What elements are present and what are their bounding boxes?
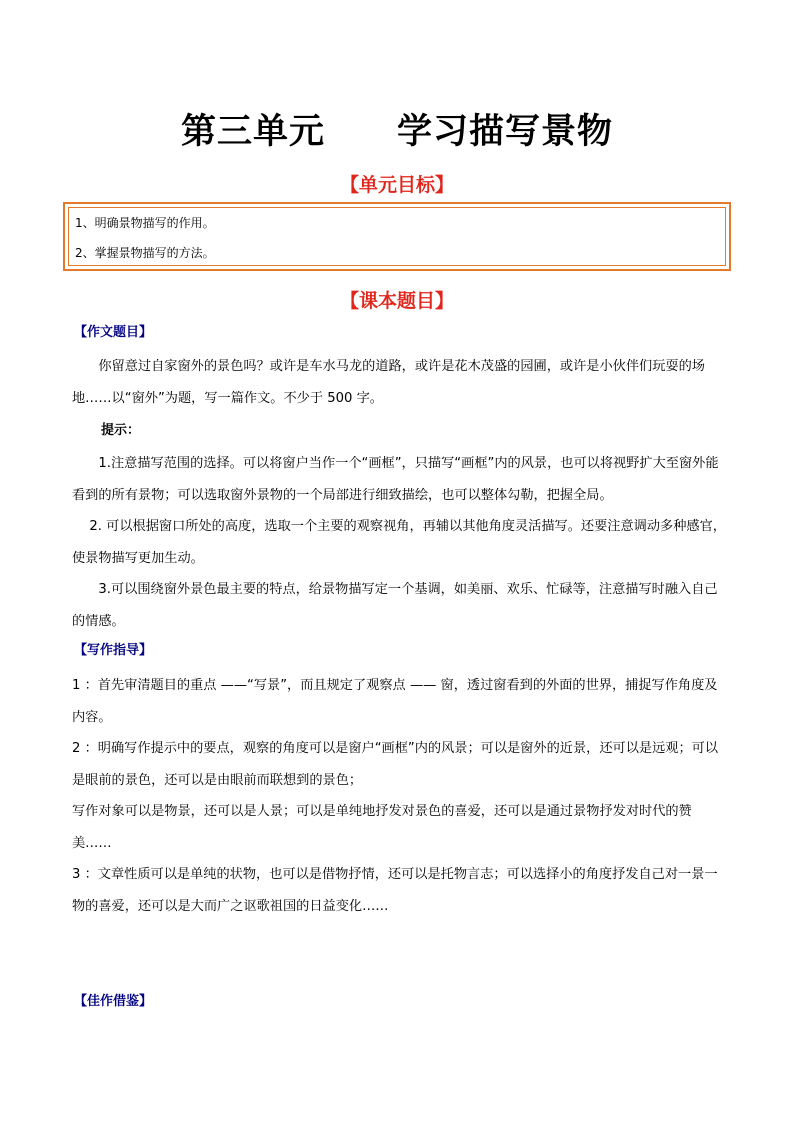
unit-goal-item: 2、掌握景物描写的方法。 [75, 246, 215, 260]
guide-heading: 【写作指导】 [74, 643, 153, 658]
hint-item-2: 2. 可以根据窗口所处的高度，选取一个主要的观察视角，再辅以其他角度灵活描写。还要注意调动多种感官，使景物描写更加生动。 [72, 519, 726, 566]
guide-item-2-continued: 写作对象可以是物景，还可以是人景；可以是单纯地抒发对景色的喜爱，还可以是通过景物抒发对时代的赞美…… [72, 804, 692, 851]
guide-item-2: 2 ：明确写作提示中的要点，观察的角度可以是窗户“画框”内的风景；可以是窗外的近景，还可以是远观；可以是眼前的景色，还可以是由眼前而联想到的景色； [72, 741, 719, 788]
unit-goal-box [63, 202, 731, 271]
guide-item-1: 1 ：首先审清题目的重点 ——“写景”，而且规定了观察点 —— 窗，透过窗看到的外面的世界，捕捉写作角度及内容。 [72, 678, 718, 725]
guide-item-3: 3 ：文章性质可以是单纯的状物，也可以是借物抒情，还可以是托物言志；可以选择小的角度抒发自己对一景一物的喜爱，还可以是大而广之讴歌祖国的日益变化…… [72, 867, 718, 914]
composition-prompt: 你留意过自家窗外的景色吗？或许是车水马龙的道路，或许是花木茂盛的园圃，或许是小伙伴们玩耍的场地……以“窗外”为题，写一篇作文。不少于 500 字。 [72, 359, 705, 406]
composition-heading: 【作文题目】 [74, 325, 153, 340]
unit-goal-inner-frame [68, 207, 726, 266]
hint-item-3: 3.可以围绕窗外景色最主要的特点，给景物描写定一个基调，如美丽、欢乐、忙碌等，注意描写时融入自己的情感。 [72, 582, 718, 629]
unit-goal-heading: 【单元目标】 [339, 174, 454, 196]
hint-label: 提示： [101, 423, 141, 438]
hint-item-1: 1.注意描写范围的选择。可以将窗户当作一个“画框”，只描写“画框”内的风景，也可以将视野扩大至窗外能看到的所有景物；可以选取窗外景物的一个局部进行细致描绘，也可以整体勾勒，把握全局。 [72, 456, 719, 503]
unit-goal-item: 1、明确景物描写的作用。 [75, 216, 215, 230]
example-heading: 【佳作借鉴】 [74, 994, 153, 1009]
page-title: 第三单元 学习描写景物 [180, 112, 613, 152]
textbook-heading: 【课本题目】 [339, 290, 454, 312]
